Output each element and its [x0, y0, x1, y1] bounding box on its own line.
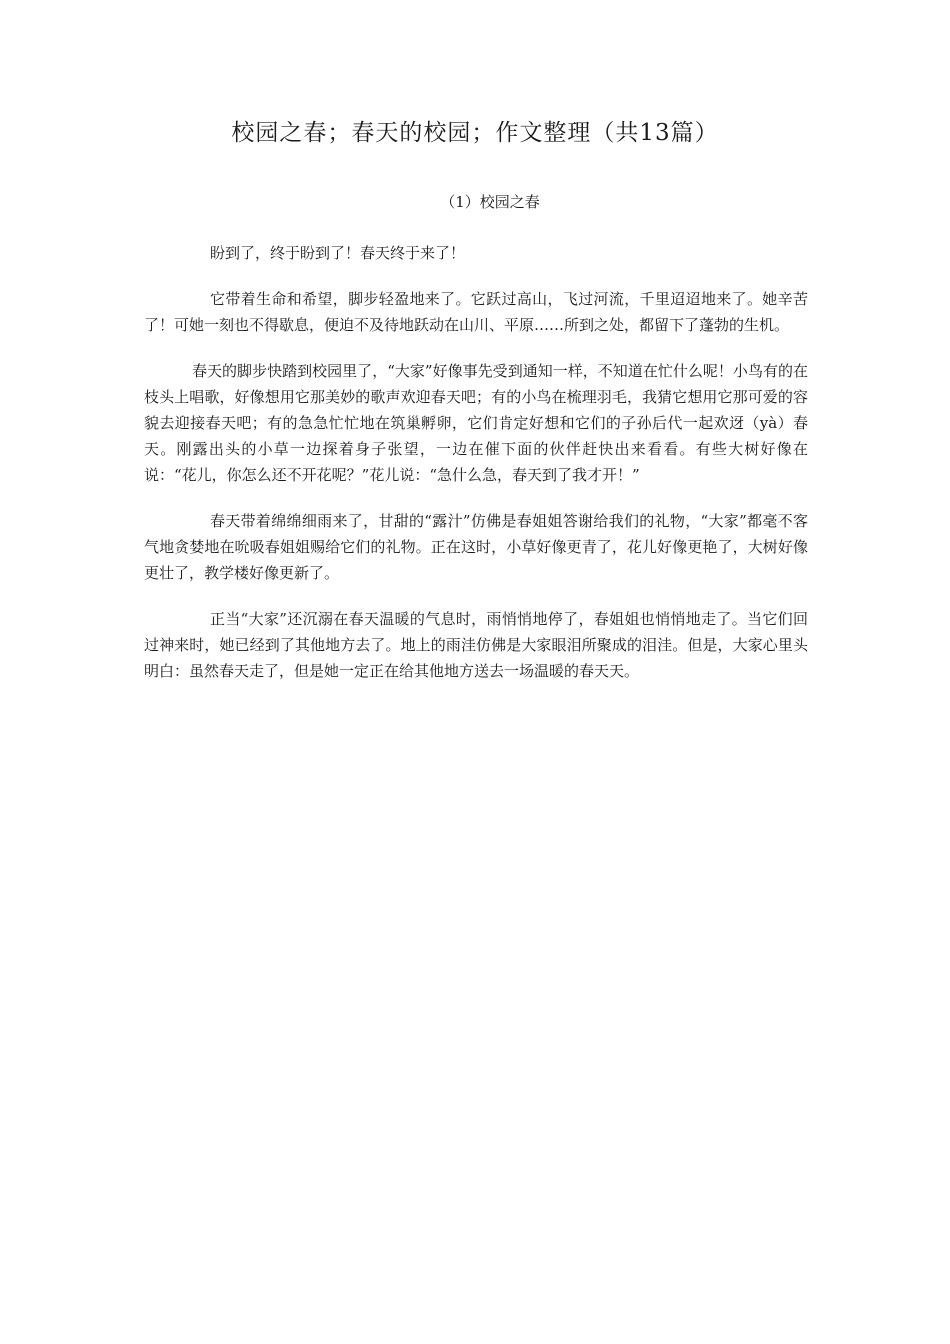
section-heading: （1）校园之春 — [440, 193, 540, 211]
paragraph-2: 它带着生命和希望，脚步轻盈地来了。它跃过高山，飞过河流，千里迢迢地来了。她辛苦了！可她一刻也不得歇息，便迫不及待地跃动在山川、平原……所到之处，都留下了蓬勃的生机。 — [144, 290, 808, 334]
document-title: 校园之春；春天的校园；作文整理（共13篇） — [231, 120, 719, 146]
paragraph-1: 盼到了，终于盼到了！春天终于来了！ — [210, 244, 466, 262]
paragraph-3: 春天的脚步快踏到校园里了，“大家”好像事先受到通知一样，不知道在忙什么呢！小鸟有的在枝头上唱歌，好像想用它那美妙的歌声欢迎春天吧；有的小鸟在梳理羽毛，我猜它想用它那可爱的容貌去迎接春天吧；有的急急忙忙地在筑巢孵卵，它们肯定好想和它们的子孙后代一起欢迓（yà）春天。刚露出头的小草一边探着身子张望，一边在催下面的伙伴赶快出来看看。有些大树好像在说：“花儿，你怎么还不开花呢？”花儿说：“急什么急，春天到了我才开！” — [144, 362, 808, 484]
paragraph-4: 春天带着绵绵细雨来了，甘甜的“露汁”仿佛是春姐姐答谢给我们的礼物，“大家”都毫不客气地贪婪地在吮吸春姐姐赐给它们的礼物。正在这时，小草好像更青了，花儿好像更艳了，大树好像更壮了，教学楼好像更新了。 — [144, 512, 808, 582]
essay-body — [144, 240, 808, 704]
paragraph-5: 正当“大家”还沉溺在春天温暖的气息时，雨悄悄地停了，春姐姐也悄悄地走了。当它们回过神来时，她已经到了其他地方去了。地上的雨洼仿佛是大家眼泪所聚成的泪洼。但是，大家心里头明白：虽然春天走了，但是她一定正在给其他地方送去一场温暖的春天天。 — [144, 610, 808, 680]
